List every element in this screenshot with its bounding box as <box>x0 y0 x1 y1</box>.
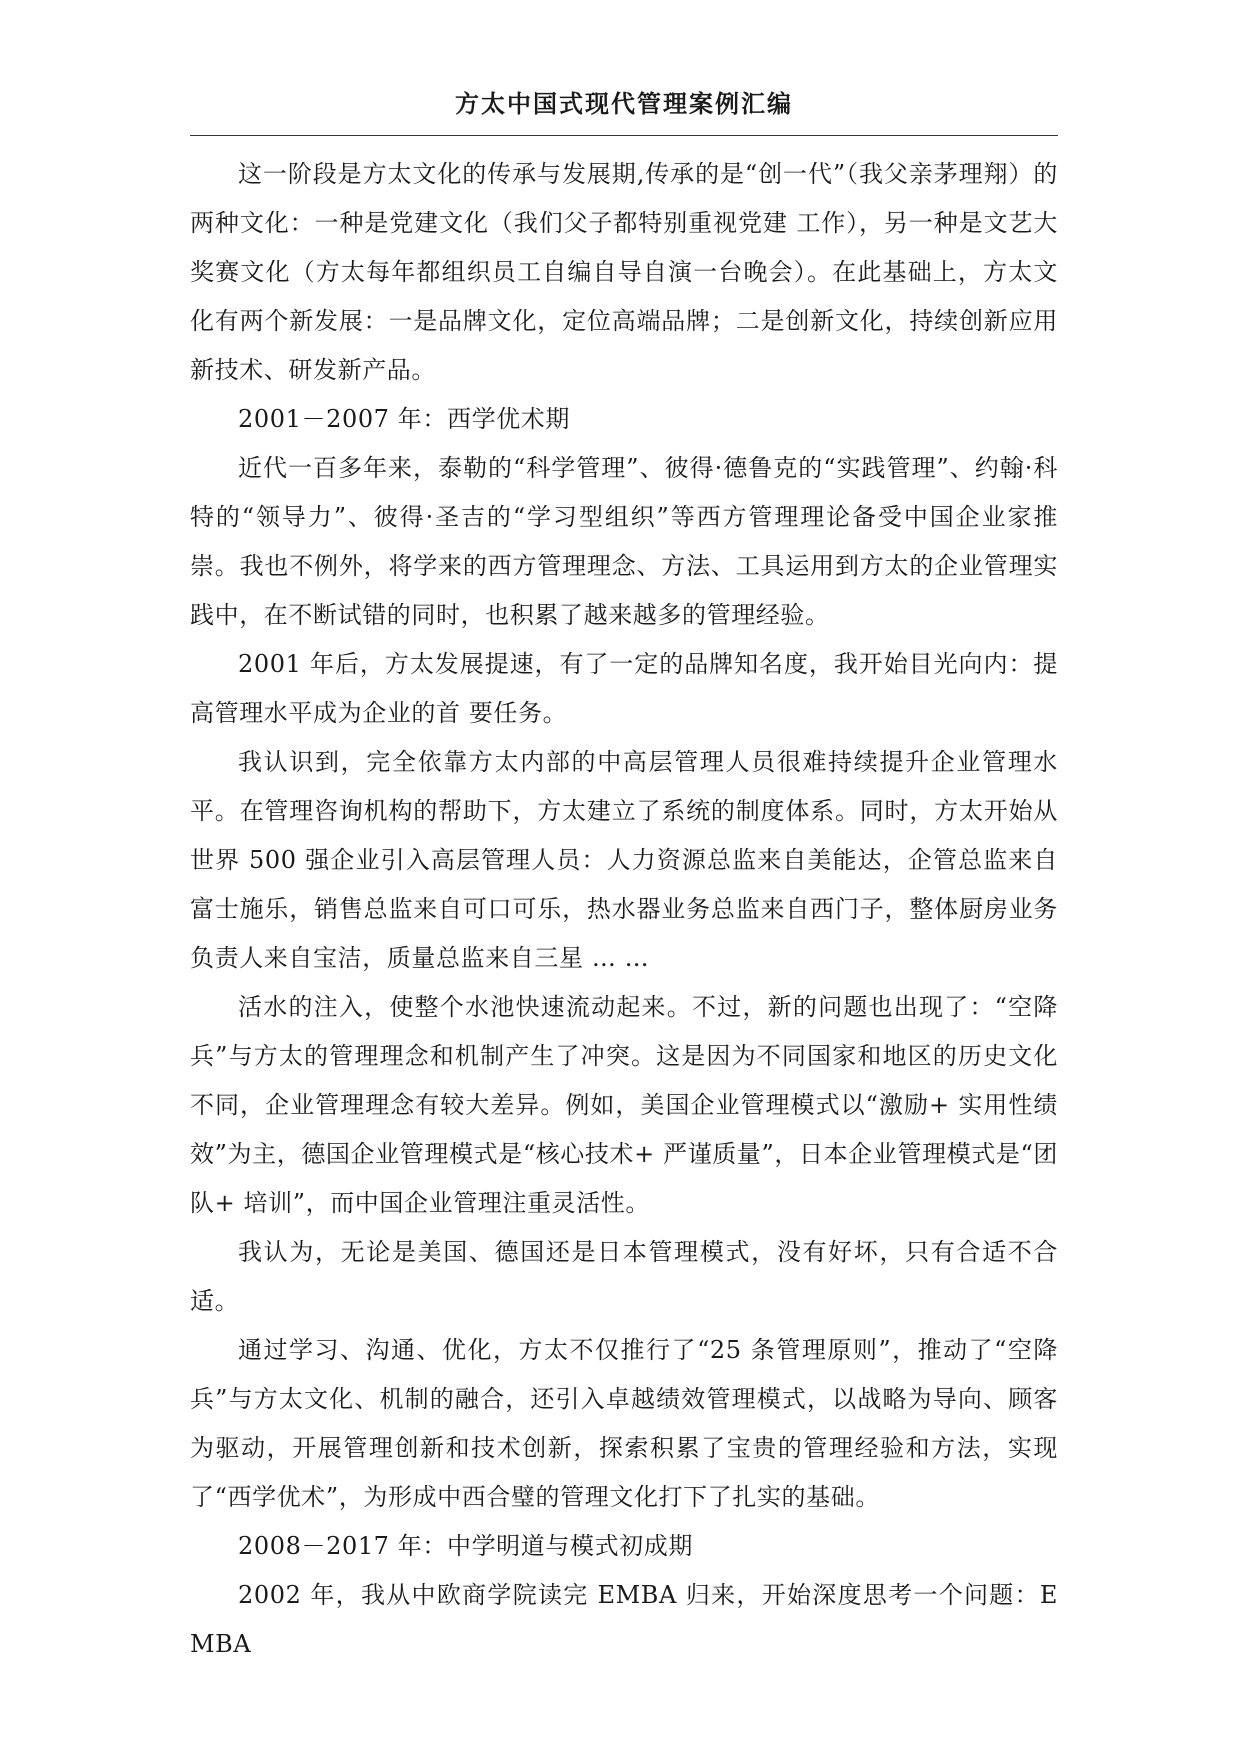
paragraph-culture-conflict: 活水的注入，使整个水池快速流动起来。不过，新的问题也出现了：“空降兵”与方太的管理理念和机制产生了冲突。这是因为不同国家和地区的历史文化不同，企业管理理念有较大差异。例如，美国企业管理模式以“激励+ 实用性绩效”为主，德国企业管理模式是“核心技术+ 严谨质量”，日本企业管理模式是“团队+ 培训”，而中国企业管理注重灵活性。 <box>190 993 1058 1217</box>
paragraph-after-2001: 2001 年后，方太发展提速，有了一定的品牌知名度，我开始目光向内：提高管理水平成为企业的首 要任务。 <box>190 650 1058 727</box>
document-body <box>190 150 1058 1669</box>
paragraph-no-good-or-bad: 我认为，无论是美国、德国还是日本管理模式，没有好坏，只有合适不合适。 <box>190 1238 1058 1315</box>
paragraph-inheritance-period: 这一阶段是方太文化的传承与发展期,传承的是“创一代”（我父亲茅理翔）的两种文化：一种是党建文化（我们父子都特别重视党建 工作），另一种是文艺大奖赛文化（方太每年都组织员工自编自导自演一台晚会）。在此基础上，方太文化有两个新发展：一是品牌文化，定位高端品牌；二是创新文化，持续创新应用新技术、研发新产品。 <box>190 160 1058 384</box>
page-header-title: 方太中国式现代管理案例汇编 <box>455 89 793 118</box>
header-divider <box>190 135 1058 136</box>
paragraph-western-theories: 近代一百多年来，泰勒的“科学管理”、彼得·德鲁克的“实践管理”、约翰·科特的“领导力”、彼得·圣吉的“学习型组织”等西方管理理论备受中国企业家推崇。我也不例外，将学来的西方管理理念、方法、工具运用到方太的企业管理实践中，在不断试错的同时，也积累了越来越多的管理经验。 <box>190 454 1058 629</box>
paragraph-emba: 2002 年，我从中欧商学院读完 EMBA 归来，开始深度思考一个问题：EMBA <box>190 1581 1058 1658</box>
section-heading-2008-2017: 2008－2017 年：中学明道与模式初成期 <box>238 1532 693 1560</box>
paragraph-25-principles: 通过学习、沟通、优化，方太不仅推行了“25 条管理原则”，推动了“空降兵”与方太文化、机制的融合，还引入卓越绩效管理模式，以战略为导向、顾客为驱动，开展管理创新和技术创新，探索积累了宝贵的管理经验和方法，实现了“西学优术”，为形成中西合璧的管理文化打下了扎实的基础。 <box>190 1336 1058 1511</box>
paragraph-external-managers: 我认识到，完全依靠方太内部的中高层管理人员很难持续提升企业管理水平。在管理咨询机构的帮助下，方太建立了系统的制度体系。同时，方太开始从世界 500 强企业引入高层管理人员：人力资源总监来自美能达，企管总监来自富士施乐，销售总监来自可口可乐，热水器业务总监来自西门子，整体厨房业务负责人来自宝洁，质量总监来自三星 … … <box>190 748 1058 972</box>
section-heading-2001-2007: 2001－2007 年：西学优术期 <box>238 405 570 433</box>
